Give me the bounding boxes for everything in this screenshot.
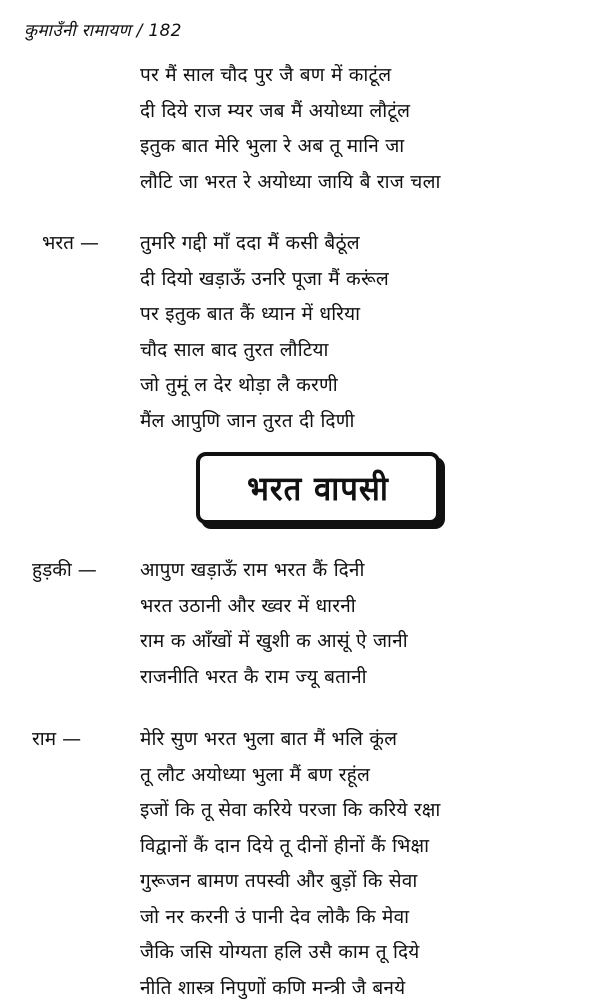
verse-line: दी दिये राज म्यर जब मैं अयोध्या लौटूंल	[140, 94, 441, 130]
verse-line: राजनीति भरत कै राम ज्यू बतानी	[140, 660, 408, 696]
verse-line: दी दियो खड़ाऊँ उनरि पूजा मैं करूंल	[140, 262, 389, 298]
verse-line: पर इतुक बात कैं ध्यान में धरिया	[140, 297, 389, 333]
verse-lines	[140, 226, 389, 439]
verse-line: मैंल आपुणि जान तुरत दी दिणी	[140, 404, 389, 440]
verse-line: तुमरि गद्दी माँ ददा मैं कसी बैठूंल	[140, 226, 389, 262]
verse-line: पर मैं साल चौद पुर जै बण में काटूंल	[140, 58, 441, 94]
speaker-label: हुड़की —	[32, 553, 97, 587]
verse-line: गुरूजन बामण तपस्वी और बुड़ों कि सेवा	[140, 864, 441, 900]
verse-lines	[140, 58, 441, 200]
section-title-box	[196, 452, 440, 524]
speaker-label: राम —	[32, 722, 81, 756]
verse-line: लौटि जा भरत रे अयोध्या जायि बै राज चला	[140, 165, 441, 201]
verse-line: मेरि सुण भरत भुला बात मैं भलि कूंल	[140, 722, 441, 758]
speaker-label: भरत —	[42, 226, 99, 260]
verse-line: तू लौट अयोध्या भुला मैं बण रहूंल	[140, 758, 441, 794]
verse-line: इजों कि तू सेवा करिये परजा कि करिये रक्षा	[140, 793, 441, 829]
verse-line: विद्वानों कैं दान दिये तू दीनों हीनों कैं भिक्षा	[140, 829, 441, 865]
section-title: भरत वापसी	[247, 465, 389, 510]
verse-line: भरत उठानी और ख्वर में धारनी	[140, 589, 408, 625]
verse-line: चौद साल बाद तुरत लौटिया	[140, 333, 389, 369]
verse-lines	[140, 722, 441, 1006]
verse-line: जैकि जसि योग्यता हलि उसै काम तू दिये	[140, 935, 441, 971]
verse-lines	[140, 553, 408, 695]
verse-line: राम क आँखों में खुशी क आसूं ऐ जानी	[140, 624, 408, 660]
verse-line: इतुक बात मेरि भुला रे अब तू मानि जा	[140, 129, 441, 165]
running-header: कुमाउँनी रामायण / 182	[24, 18, 182, 41]
verse-line: नीति शास्त्र निपुणों कणि मन्त्री जै बनये	[140, 971, 441, 1006]
verse-line: जो तुमूं ल देर थोड़ा लै करणी	[140, 368, 389, 404]
verse-line: जो नर करनी उं पानी देव लोकै कि मेवा	[140, 900, 441, 936]
verse-line: आपुण खड़ाऊँ राम भरत कैं दिनी	[140, 553, 408, 589]
